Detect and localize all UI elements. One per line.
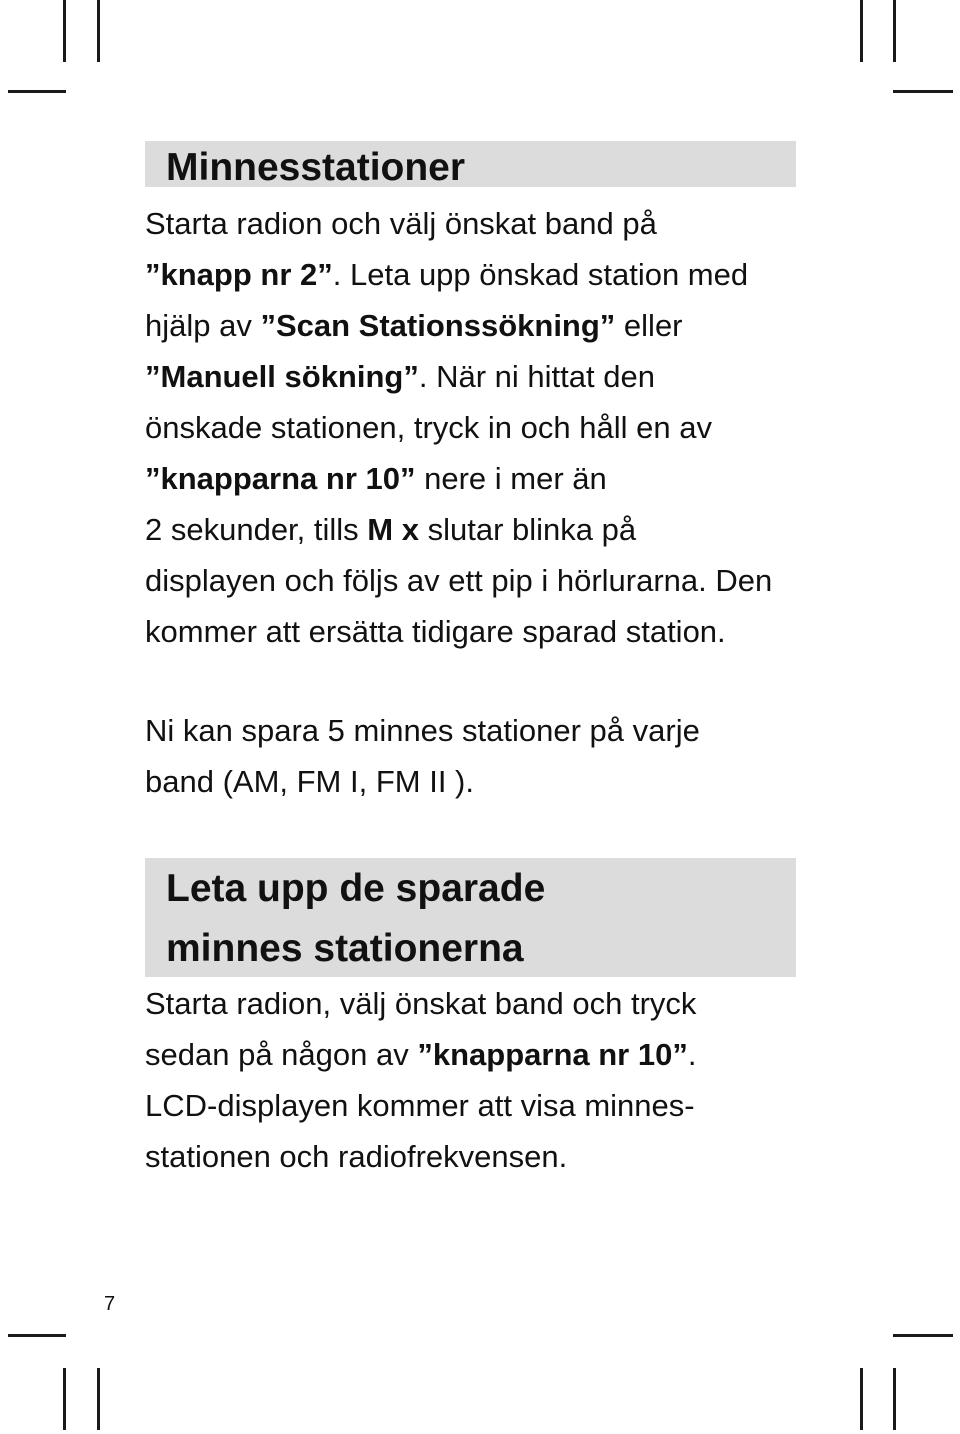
crop-mark (8, 1334, 66, 1337)
page-number: 7 (104, 1293, 116, 1315)
text-line (145, 988, 696, 1019)
crop-mark (63, 1368, 66, 1430)
text-segment: LCD-displayen kommer att visa minnes- (145, 1088, 695, 1123)
crop-mark (893, 90, 953, 93)
text-line (145, 310, 683, 341)
text-line (145, 1090, 695, 1121)
crop-mark (8, 90, 66, 93)
text-segment: slutar blinka på (418, 512, 637, 547)
text-segment: Starta radion, välj önskat band och tryck (145, 986, 697, 1021)
crop-mark (97, 0, 100, 62)
text-line (145, 715, 700, 746)
text-segment: önskade stationen, tryck in och håll en av (145, 410, 712, 445)
text-segment: sedan på någon av (145, 1037, 418, 1072)
bold-text: ”knapparna nr 10” (145, 461, 416, 496)
text-line (145, 463, 607, 494)
text-segment: kommer att ersätta tidigare sparad station. (145, 614, 726, 649)
text-segment: Ni kan spara 5 minnes stationer på varje (145, 713, 700, 748)
text-segment: 2 sekunder, tills (145, 512, 368, 547)
text-segment: displayen och följs av ett pip i hörlurarna. Den (145, 563, 773, 598)
text-segment: band (AM, FM I, FM II ). (145, 764, 474, 799)
text-segment: . Leta upp önskad station med (332, 257, 749, 292)
bold-text: ”Scan Stationssökning” (260, 308, 616, 343)
text-segment: nere i mer än (415, 461, 607, 496)
crop-mark (63, 0, 66, 62)
text-segment: Starta radion och välj önskat band på (145, 206, 657, 241)
crop-mark (97, 1368, 100, 1430)
section-heading: Leta upp de sparade (166, 867, 546, 910)
text-line (145, 565, 772, 596)
text-line (145, 259, 748, 290)
text-segment: eller (615, 308, 683, 343)
text-line (145, 412, 712, 443)
crop-mark (893, 1368, 896, 1430)
text-segment: hjälp av (145, 308, 261, 343)
crop-mark (860, 1368, 863, 1430)
bold-text: ”knapparna nr 10” (417, 1037, 688, 1072)
crop-mark (860, 0, 863, 62)
text-line (145, 208, 657, 239)
bold-text: ”knapp nr 2” (145, 257, 333, 292)
section-heading: minnes stationerna (166, 927, 524, 970)
bold-text: ”Manuell sökning” (145, 359, 419, 394)
crop-mark (893, 1334, 953, 1337)
text-line (145, 1141, 567, 1172)
text-line (145, 766, 474, 797)
crop-mark (893, 0, 896, 62)
text-line (145, 1039, 696, 1070)
text-line (145, 514, 636, 545)
section-heading: Minnesstationer (166, 146, 466, 189)
bold-text: M x (367, 512, 419, 547)
text-line (145, 616, 726, 647)
text-segment: . När ni hittat den (418, 359, 655, 394)
text-line (145, 361, 655, 392)
text-segment: stationen och radiofrekvensen. (145, 1139, 568, 1174)
text-segment: . (687, 1037, 697, 1072)
